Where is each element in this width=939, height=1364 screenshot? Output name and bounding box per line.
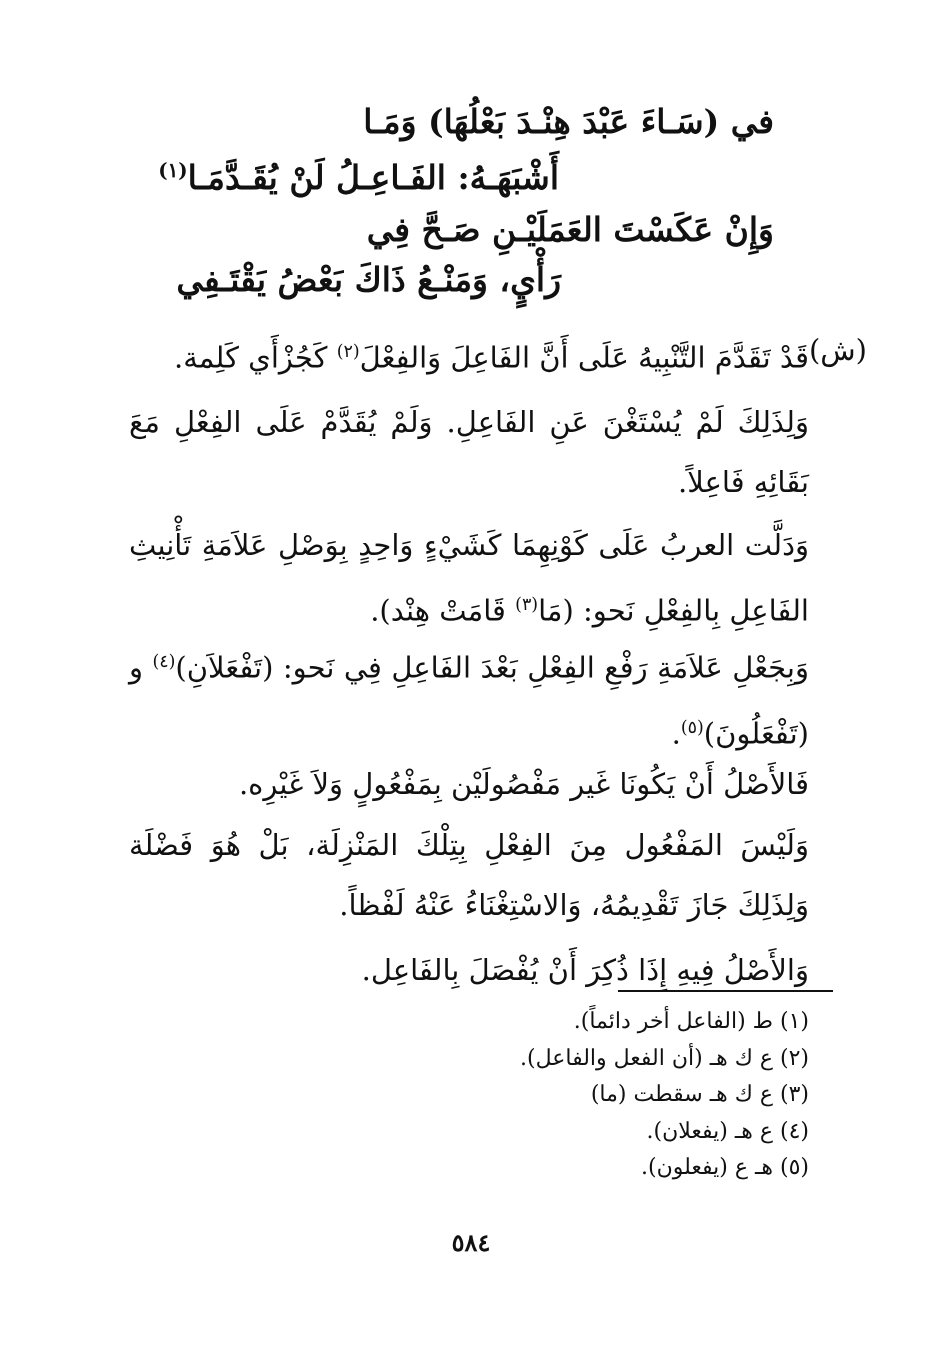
- footnote-divider: [618, 990, 833, 992]
- sharh-marker: (ش): [808, 333, 867, 367]
- footnote-ref: (٤): [152, 652, 176, 672]
- paragraph-1-text-b: كَجُزْأَي كَلِمة.: [174, 340, 337, 375]
- paragraph-2: وَلِذَلِكَ لَمْ يُسْتَغْنَ عَنِ الفَاعِلِ. وَلَمْ يُقَدَّمْ عَلَى الفِعْلِ مَعَ بَقَائِهِ فَاعِلاً.: [129, 405, 809, 499]
- footnote-1: (١) ط (الفاعل أخر دائماً).: [573, 1009, 809, 1034]
- paragraph-5: فَالأَصْلُ أَنْ يَكُونَا غَير مَفْصُولَيْن بِمَفْعُولٍ وَلاَ غَيْرِه.: [238, 767, 809, 801]
- verse-line-3: وَإِنْ عَكَسْتَ العَمَلَيْـنِ صَـحَّ فِي: [366, 210, 774, 249]
- verse-line-2: [158, 146, 559, 202]
- footnote-ref: (١): [158, 158, 188, 182]
- paragraph-1: [129, 322, 809, 388]
- paragraph-7: وَالأَصْلُ فِيهِ إِذَا ذُكِرَ أَنْ يُفْصَلَ بِالفَاعِل.: [361, 953, 809, 987]
- paragraph-1-text-a: قَدْ تَقَدَّمَ التَّنْبِيهُ عَلَى أَنَّ الفَاعِلَ وَالفِعْلَ: [359, 340, 809, 375]
- verse-line-1: في (سَـاءَ عَبْدَ هِنْـدَ بَعْلُهَا) وَمَـا: [363, 102, 774, 141]
- paragraph-3-text-a: وَدَلَّت العربُ عَلَى كَوْنِهِمَا كَشَيْءٍ وَاحِدٍ بِوَصْلِ عَلاَمَةِ تَأْنِيثِ الفَاعِلِ بِالفِعْلِ نَحو: (مَا: [129, 528, 809, 628]
- footnote-5: (٥) هـ ع (يفعلون).: [641, 1155, 809, 1180]
- footnote-ref: (٣): [515, 595, 539, 615]
- footnote-ref: (٢): [336, 342, 360, 362]
- footnote-ref: (٥): [680, 717, 704, 738]
- footnote-4: (٤) ع هـ (يفعلان).: [646, 1118, 809, 1144]
- page-number: ٥٨٤: [451, 1228, 491, 1257]
- paragraph-3: [129, 515, 809, 641]
- paragraph-4-text-c: .: [671, 716, 681, 751]
- paragraph-4-text-b: و (تَفْعَلُونَ): [129, 650, 809, 751]
- paragraph-6: وَلَيْسَ المَفْعُول مِنَ الفِعْلِ بِتِلْكَ المَنْزِلَة، بَلْ هُوَ فَضْلَة وَلِذَلِكَ جَازَ تَقْدِيمُهُ، وَالاسْتِغْنَاءُ عَنْهُ لَفْظاً.: [129, 828, 809, 922]
- footnote-3: (٣) ع ك هـ سقطت (ما): [590, 1082, 809, 1107]
- footnotes: [309, 1004, 809, 1187]
- paragraph-3-text-b: قَامَتْ هِنْد).: [370, 593, 516, 628]
- verse-line-2-text: أَشْبَهَـهُ: الفَـاعِـلُ لَنْ يُقَـدَّمَـا: [187, 158, 559, 197]
- paragraph-4-text-a: وَبِجَعْلِ عَلاَمَةِ رَفْعِ الفِعْلِ بَعْدَ الفَاعِلِ فِي نَحو: (تَفْعَلاَنِ): [175, 650, 809, 685]
- paragraph-4: [129, 632, 809, 763]
- verse-line-4: رَأْيٍ، وَمَنْـعُ ذَاكَ بَعْضُ يَقْتَـفِي: [176, 260, 561, 299]
- footnote-2: (٢) ع ك هـ (أن الفعل والفاعل).: [520, 1045, 809, 1071]
